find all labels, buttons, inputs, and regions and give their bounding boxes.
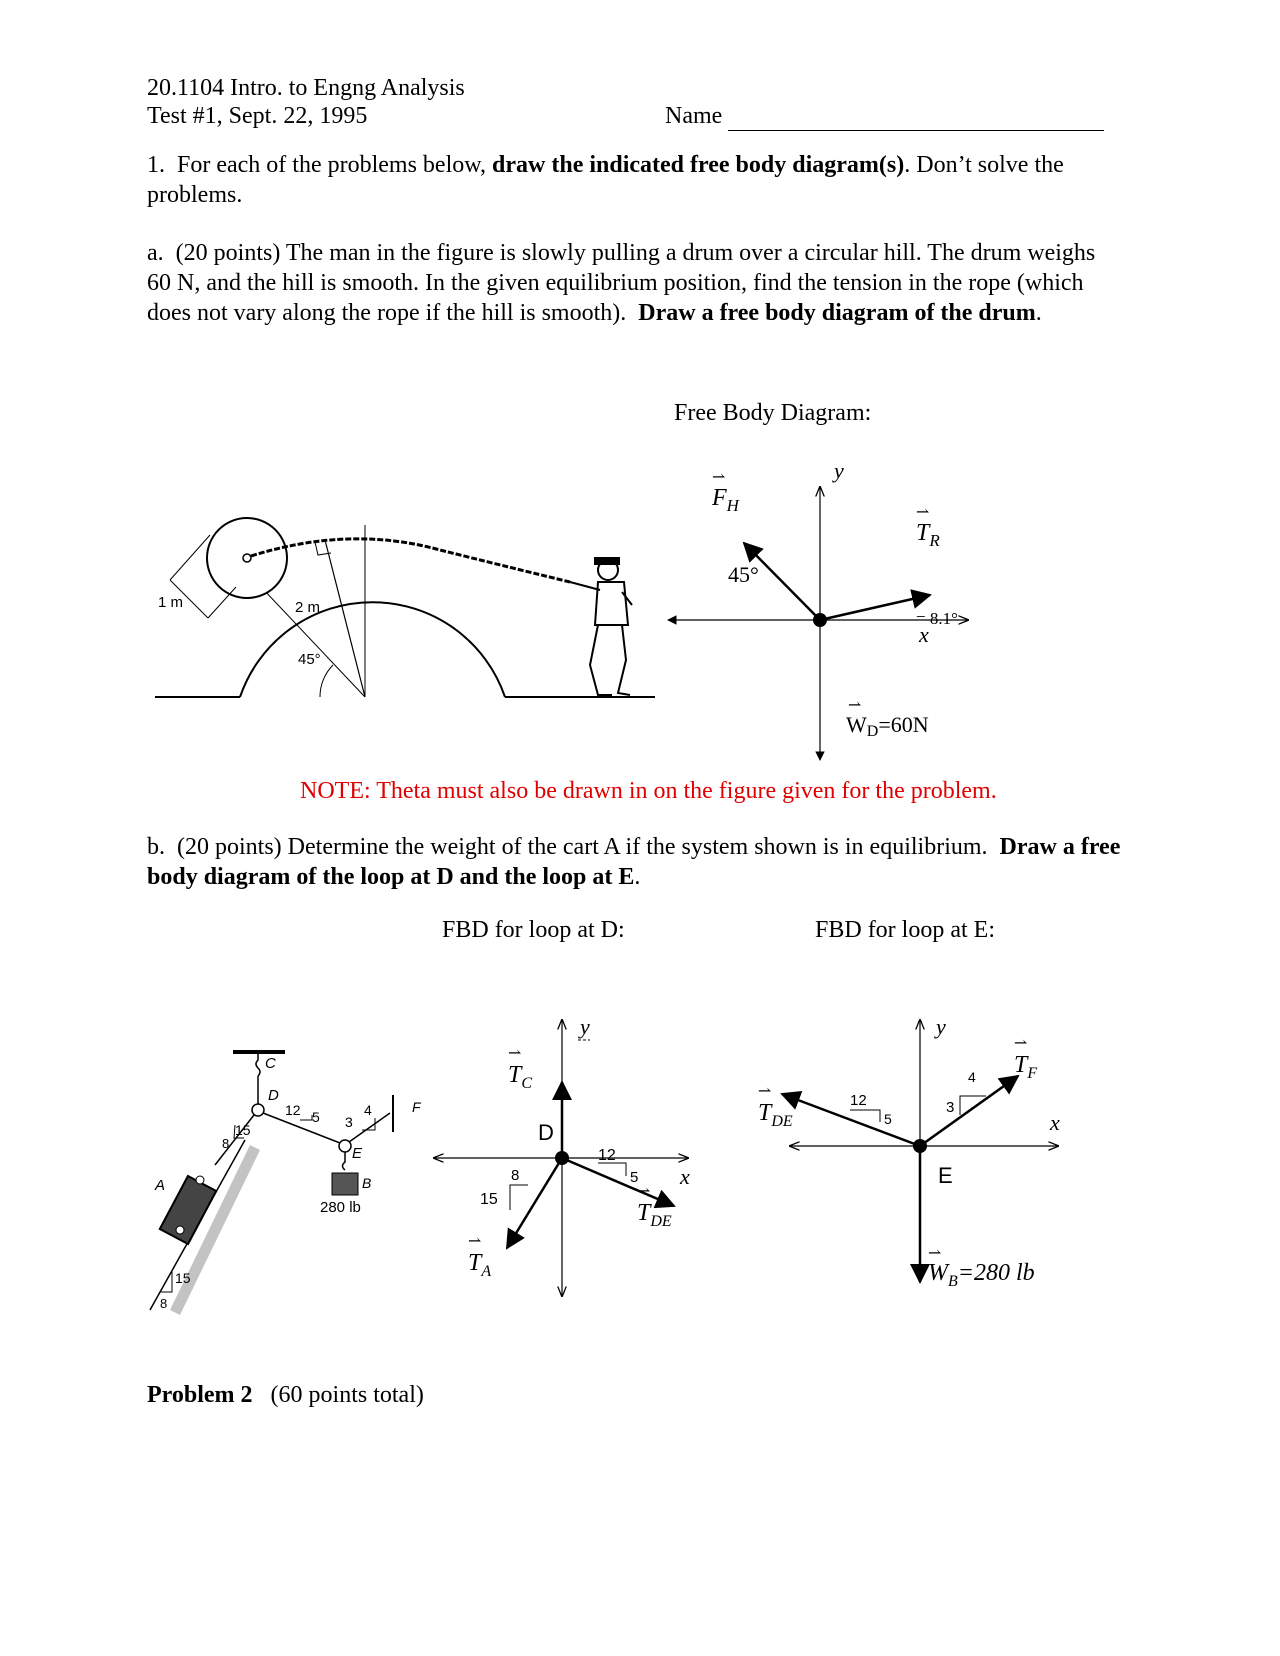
svg-text:8: 8 [222,1136,230,1151]
svg-text:5: 5 [884,1111,892,1127]
svg-text:3: 3 [345,1114,353,1130]
fbd-a-title: Free Body Diagram: [674,400,872,426]
fh-label: $F_H$ [712,485,739,515]
svg-text:F: F [412,1099,421,1115]
svg-text:⇀: ⇀ [637,1183,651,1200]
angle-45-label: 45° [298,651,321,668]
svg-text:⇀: ⇀ [468,1233,482,1250]
tr-vector [820,595,930,620]
svg-text:5: 5 [312,1109,320,1125]
svg-text:15: 15 [175,1270,191,1286]
svg-text:8: 8 [160,1296,168,1311]
svg-text:3: 3 [946,1099,955,1116]
cart-loops-figure [150,1030,440,1320]
svg-text:8: 8 [511,1167,520,1184]
svg-text:15: 15 [235,1122,251,1138]
tf-label: $T_F$ [1014,1052,1038,1082]
angle-81: = 8.1° [916,609,958,628]
tde-e-label: $T_{DE}$ [758,1100,793,1130]
wd-label: WD=60N [846,712,929,740]
svg-text:y: y [834,458,844,483]
svg-text:12: 12 [285,1102,301,1118]
svg-text:⇀: ⇀ [758,1083,772,1100]
loop-e-label: E [938,1163,953,1188]
svg-text:15: 15 [480,1191,498,1208]
svg-text:y: y [936,1014,946,1039]
svg-text:⇀: ⇀ [712,469,726,486]
svg-text:x: x [1050,1110,1060,1135]
svg-text:280 lb: 280 lb [320,1199,361,1216]
name-label: Name [665,103,723,129]
svg-text:x: x [680,1164,690,1189]
drum-point [813,613,827,627]
svg-text:12: 12 [598,1147,616,1164]
drum-hill-figure [150,500,670,710]
tr-label: $T_R$ [916,520,940,550]
name-field[interactable] [665,101,1104,131]
wb-label: $W_B=280$ lb [928,1260,1035,1290]
note-text: NOTE: Theta must also be drawn in on the figure given for the problem. [300,778,997,804]
tde-label: $T_{DE}$ [637,1200,672,1230]
fbd-drum [670,460,990,760]
tde-vector [562,1158,674,1206]
tc-label: $T_C$ [508,1062,533,1092]
svg-text:E: E [352,1145,363,1162]
svg-text:D: D [268,1087,279,1104]
fbd-loop-d [430,1014,730,1310]
course-title: 20.1104 Intro. to Engng Analysis [147,75,465,101]
radius-2m-label: 2 m [295,599,321,616]
svg-text:C: C [265,1055,276,1072]
svg-text:⇀: ⇀ [1014,1035,1028,1052]
svg-text:B: B [362,1175,372,1191]
svg-text:⇀: ⇀ [916,504,930,521]
fbd-d-title: FBD for loop at D: [442,917,625,943]
svg-text:4: 4 [968,1069,976,1085]
fbd-loop-e [750,1014,1090,1310]
svg-text:12: 12 [850,1092,867,1109]
question-a: a. (20 points) The man in the figure is slowly pulling a drum over a circular hill. The drum weighs 60 N, and the hill is smooth. In the given equilibrium position, find the tension in the rope (which does not vary along the rope if the hill is smooth). Draw a free body diagram of the drum. [147,240,1096,326]
question-b: b. (20 points) Determine the weight of the cart A if the system shown is in equilibrium. Draw a free body diagram of the loop at D and the loop at E. [147,834,1121,890]
angle-45: 45° [728,562,759,587]
svg-text:A: A [155,1177,166,1194]
name-blank[interactable] [728,106,1104,131]
svg-text:5: 5 [630,1169,639,1186]
svg-text:⇀: ⇀ [508,1045,522,1062]
svg-text:y: y [580,1014,590,1039]
radius-1m-label: 1 m [158,594,184,611]
loop-d-label: D [538,1120,554,1145]
man-figure [570,558,632,695]
svg-text:x: x [919,622,929,647]
tf-vector [920,1076,1018,1146]
svg-text:⇀: ⇀ [848,697,862,714]
test-info: Test #1, Sept. 22, 1995 [147,103,368,129]
svg-text:⇀: ⇀ [928,1245,942,1262]
fbd-e-title: FBD for loop at E: [815,917,995,943]
question-1: 1. For each of the problems below, draw the indicated free body diagram(s). Don’t solve the problems. [147,152,1064,208]
problem-2-heading: Problem 2 (60 points total) [147,1382,424,1408]
ta-label: $T_A$ [468,1250,492,1280]
svg-text:4: 4 [364,1102,372,1118]
